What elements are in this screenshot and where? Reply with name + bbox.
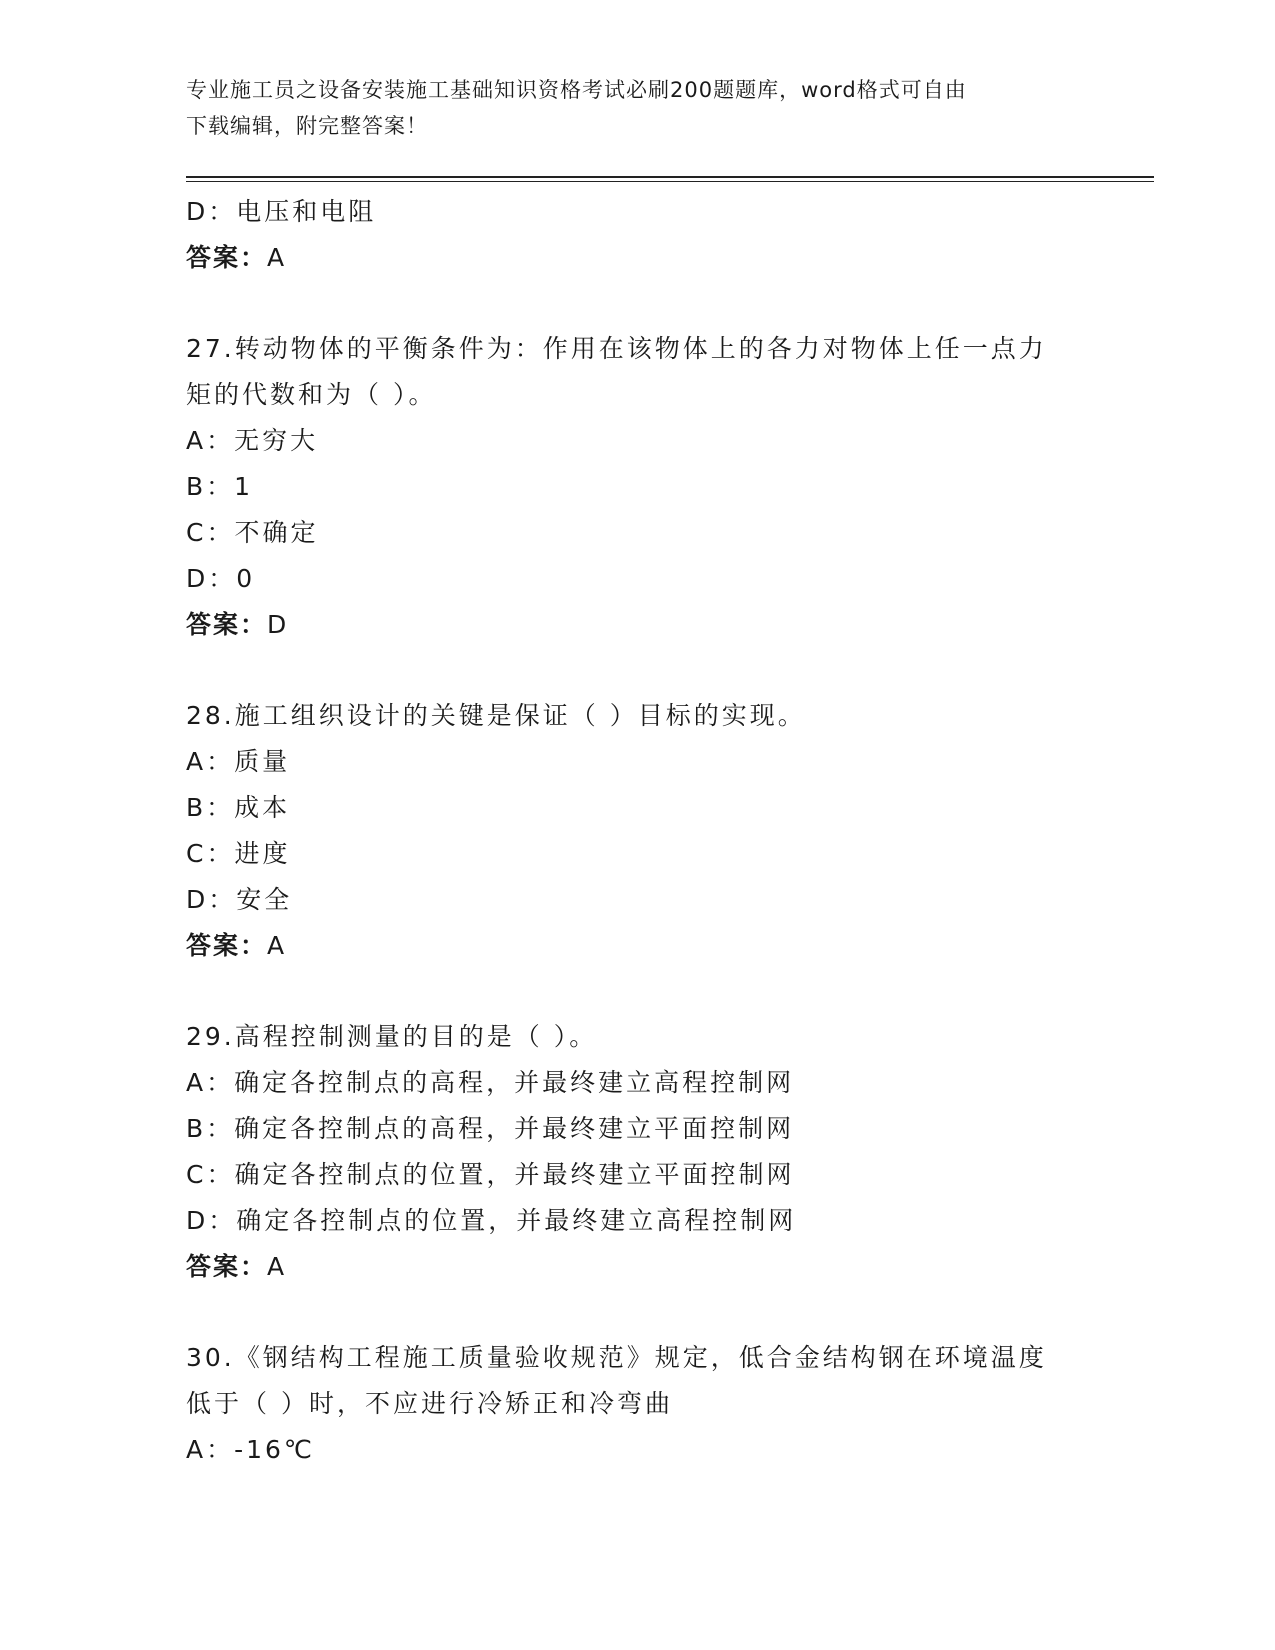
answer-label: 答案： [186, 931, 268, 960]
option-b: B：成本 [186, 793, 291, 822]
question-stem-line-1: 30.《钢结构工程施工质量验收规范》规定，低合金结构钢在环境温度 [186, 1343, 1047, 1372]
question-28 [186, 693, 1086, 969]
answer-label: 答案： [186, 243, 268, 272]
header-title-line-2: 下载编辑，附完整答案！ [186, 114, 428, 138]
question-stem-line-2: 低于（ ）时，不应进行冷矫正和冷弯曲 [186, 1389, 673, 1418]
spacer [186, 1290, 1086, 1335]
option-a: A：无穷大 [186, 426, 319, 455]
option-c: C：不确定 [186, 518, 319, 547]
document-header [186, 72, 1066, 144]
spacer [186, 969, 1086, 1014]
header-divider-thin [186, 181, 1154, 182]
option-a: A：质量 [186, 747, 291, 776]
answer-value: A [267, 1252, 287, 1281]
header-title-line-1: 专业施工员之设备安装施工基础知识资格考试必刷200题题库，word格式可自由 [186, 78, 967, 102]
question-stem-line-1: 28.施工组织设计的关键是保证（ ）目标的实现。 [186, 701, 806, 730]
option-d: D：电压和电阻 [186, 197, 377, 226]
option-a: A：确定各控制点的高程，并最终建立高程控制网 [186, 1068, 795, 1097]
answer-line [186, 1244, 1086, 1290]
question-stem-line-2: 矩的代数和为（ ）。 [186, 380, 437, 409]
question-26-tail [186, 189, 1086, 281]
question-content [186, 189, 1086, 1473]
option-d: D：安全 [186, 885, 293, 914]
spacer [186, 281, 1086, 326]
answer-line [186, 923, 1086, 969]
question-29 [186, 1014, 1086, 1290]
answer-value: A [267, 931, 287, 960]
spacer [186, 648, 1086, 693]
answer-value: A [267, 243, 287, 272]
option-c: C：确定各控制点的位置，并最终建立平面控制网 [186, 1160, 795, 1189]
answer-line [186, 602, 1086, 648]
question-30 [186, 1335, 1086, 1473]
question-stem-line-1: 29.高程控制测量的目的是（ ）。 [186, 1022, 598, 1051]
option-d: D：确定各控制点的位置，并最终建立高程控制网 [186, 1206, 797, 1235]
answer-label: 答案： [186, 610, 268, 639]
option-c: C：进度 [186, 839, 291, 868]
question-stem-line-1: 27.转动物体的平衡条件为：作用在该物体上的各力对物体上任一点力 [186, 334, 1047, 363]
answer-value: D [267, 610, 289, 639]
option-a: A：-16℃ [186, 1435, 316, 1464]
header-divider-thick [186, 176, 1154, 178]
question-27 [186, 326, 1086, 648]
option-b: B：1 [186, 472, 254, 501]
option-b: B：确定各控制点的高程，并最终建立平面控制网 [186, 1114, 795, 1143]
answer-label: 答案： [186, 1252, 268, 1281]
answer-line [186, 235, 1086, 281]
option-d: D：0 [186, 564, 256, 593]
